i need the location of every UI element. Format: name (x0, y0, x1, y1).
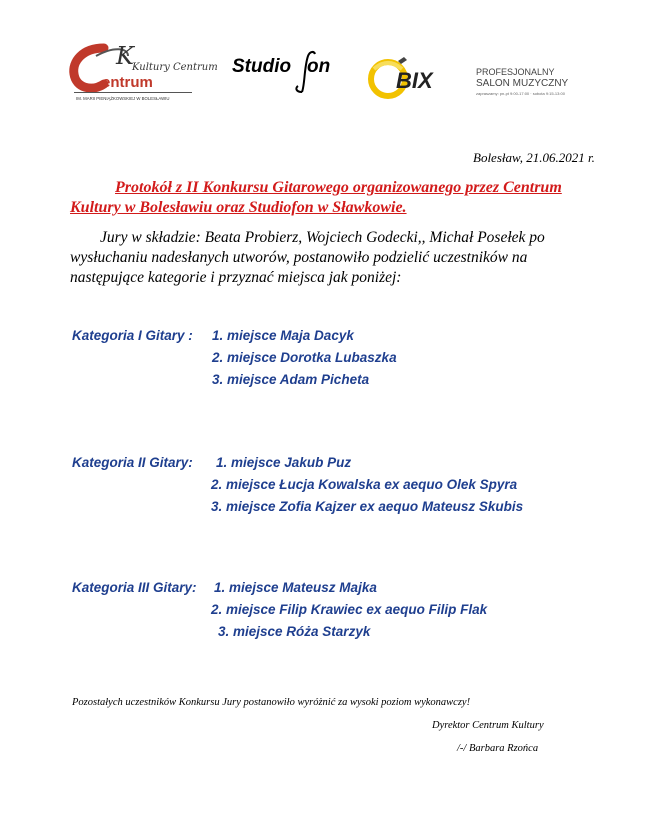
bix-logo-hours: zapraszamy: pn-pt 9:00-17:00 · sobota 9:15-13:00 (476, 91, 565, 96)
document-title (70, 178, 590, 218)
document-date: Bolesław, 21.06.2021 r. (473, 150, 595, 165)
signature: /-/ Barbara Rzońca (457, 743, 539, 754)
bix-logo-line1: PROFESJONALNY (476, 67, 555, 77)
svg-text:K: K (116, 42, 134, 70)
footer-note: Pozostałych uczestników Konkursu Jury postanowiło wyróżnić za wysoki poziom wykonawczy! (72, 697, 471, 708)
intro-line-1: Jury w składzie: Beata Probierz, Wojciech Godecki,, Michał Posełek po (100, 229, 545, 246)
place-1: 1. miejsce Mateusz Majka (214, 580, 377, 595)
svg-text:on: on (307, 56, 331, 77)
director-title: Dyrektor Centrum Kultury (432, 720, 544, 731)
place-3: 3. miejsce Adam Picheta (212, 372, 370, 387)
category-label: Kategoria I Gitary : (72, 328, 193, 343)
studiofon-logo-text: Studiofon (232, 48, 236, 49)
place-2: 2. miejsce Łucja Kowalska ex aequo Olek Spyra (211, 477, 518, 492)
title-line-2: Kultury w Bolesławiu oraz Studiofon w Sławkowie. (70, 199, 407, 216)
intro-line-3: następujące kategorie i przyznać miejsca jak poniżej: (70, 269, 402, 286)
svg-text:Studio: Studio (232, 56, 292, 77)
centrum-logo-text: Kultury Centrum (132, 62, 218, 73)
place-3: 3. miejsce Zofia Kajzer ex aequo Mateusz Skubis (211, 499, 524, 514)
centrum-logo-subtext: IM. MARII PIENIĄŻKOWSKIEJ W BOLESŁAWIU (76, 96, 170, 101)
category-label: Kategoria II Gitary: (72, 455, 193, 470)
place-1: 1. miejsce Jakub Puz (216, 455, 352, 470)
place-2: 2. miejsce Dorotka Lubaszka (212, 350, 397, 365)
intro-line-2: wysłuchaniu nadesłanych utworów, postanowiło podzielić uczestników na (70, 249, 528, 266)
place-1: 1. miejsce Maja Dacyk (212, 328, 354, 343)
centrum-kultury-logo (70, 42, 218, 104)
bix-logo-text: BIX (396, 68, 433, 93)
place-3: 3. miejsce Róża Starzyk (218, 624, 371, 639)
intro-paragraph (70, 228, 590, 288)
svg-text:entrum: entrum (102, 74, 153, 91)
studiofon-logo (232, 48, 347, 98)
bix-logo (368, 53, 603, 105)
bix-logo-line2: SALON MUZYCZNY (476, 78, 569, 89)
title-line-1: Protokół z II Konkursu Gitarowego organizowanego przez Centrum (115, 179, 562, 196)
category-label: Kategoria III Gitary: (72, 580, 197, 595)
place-2: 2. miejsce Filip Krawiec ex aequo Filip Flak (211, 602, 488, 617)
